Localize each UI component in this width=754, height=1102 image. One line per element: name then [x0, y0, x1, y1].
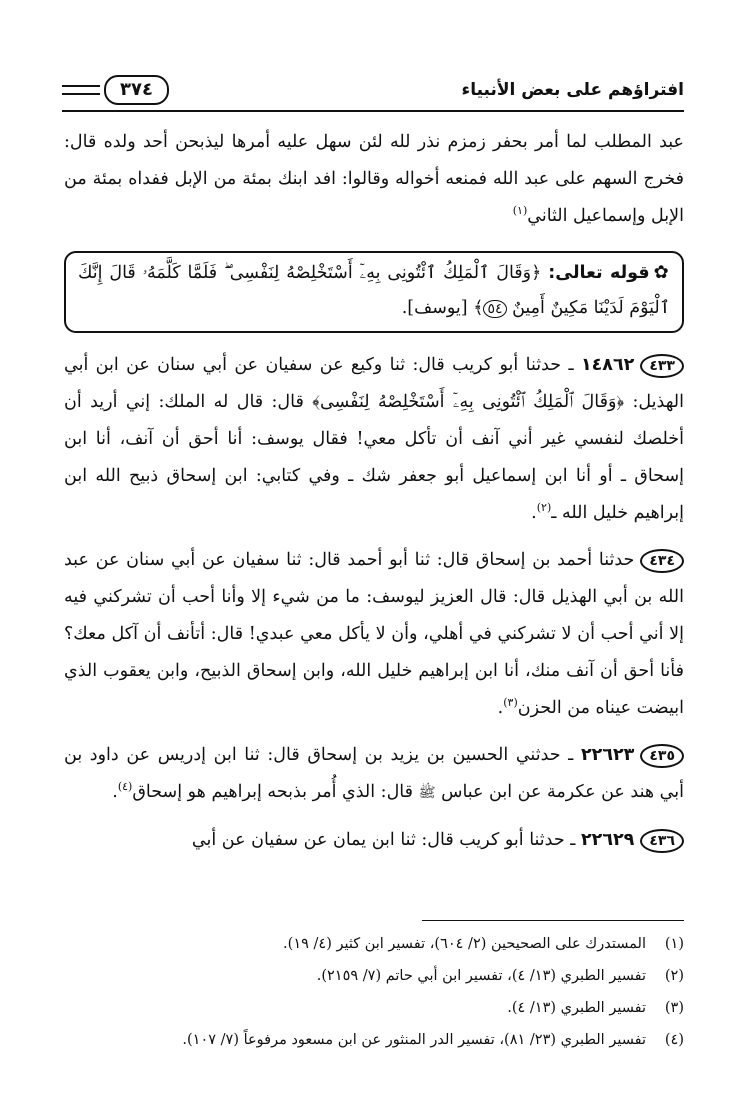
footnote-item — [64, 1024, 684, 1056]
footnote-item — [64, 928, 684, 960]
hadith-badge: ٤٣٥ — [640, 744, 684, 768]
footnote-text: تفسير الطبري (١٣/ ٤). — [507, 1000, 646, 1016]
hadith-text: ـ حدثني الحسين بن يزيد بن إسحاق قال: ثنا ابن إدريس عن داود بن أبي هند عن عكرمة عن ابن عباس — [64, 745, 684, 802]
page-number: ٣٧٤ — [104, 75, 169, 105]
footnote-item — [64, 960, 684, 992]
flower-ornament-icon: ✿ — [653, 262, 670, 283]
footnotes — [64, 928, 684, 1056]
hadith-text: حدثنا أحمد بن إسحاق قال: ثنا أبو أحمد قال: ثنا سفيان عن أبي سنان عن عبد الله بن أبي الهذيل قال: قال العزيز ليوسف: ما من شيء إلا وأنا أحب أن تشركني فيه إلا أني أحب أن لا تشركني في أهلي، وأن لا يأكل معي عبدي! قال: أتأنف أن آكل معك؟ فأنا أحق أن آنف منك، أنا ابن إبراهيم خليل الله، وابن إسحاق الذبيح، وابن يعقوب الذي ابيضت عيناه من الحزن — [64, 550, 684, 718]
footnote-ref: (٣) — [503, 696, 518, 710]
hadith-number: ٢٢٦٢٣ — [580, 745, 635, 765]
hadith-text: ـ حدثنا أبو كريب قال: ثنا وكيع عن سفيان عن أبي سنان عن ابن أبي الهذيل: ﴿وَقَالَ ٱلْمَلِكُ ٱئْتُونِى بِهِۦٓ أَسْتَخْلِصْهُ لِنَفْسِى﴾ قال: قال له الملك: إني أريد أن أخلصك لنفسي غير أني آنف أن تأكل معي! فقال يوسف: أنا أحق أن آنف، أنا ابن إسحاق ـ أو أنا ابن إسماعيل أبو جعفر شك ـ وفي كتابي: ابن إسحاق ذبيح الله ابن إبراهيم خليل الله ـ — [64, 355, 684, 523]
hadith-text-cont: قال: الذي أُمر بذبحه إبراهيم هو إسحاق — [132, 782, 413, 802]
footnote-ref: (٤) — [117, 780, 133, 794]
hadith-435 — [64, 737, 684, 812]
verse-paragraph — [78, 255, 670, 327]
footnote-divider — [422, 920, 684, 921]
footnote-mark: (٣) — [664, 1000, 684, 1016]
chapter-title: افتراؤهم على بعض الأنبياء — [461, 80, 684, 100]
verse-lead: قوله تعالى: — [548, 263, 650, 283]
header-divider — [62, 110, 684, 112]
hadith-436 — [64, 822, 684, 859]
hadith-badge: ٤٣٣ — [640, 354, 684, 378]
hadith-badge: ٤٣٤ — [640, 549, 684, 573]
footnote-text: تفسير الطبري (١٣/ ٤)، تفسير ابن أبي حاتم (٧/ ٢١٥٩). — [316, 968, 646, 984]
footnote-mark: (٤) — [664, 1032, 684, 1048]
footnote-ref: (١) — [512, 204, 528, 218]
hadith-433 — [64, 347, 684, 532]
hadith-end: . — [531, 503, 537, 523]
hadith-end: . — [497, 698, 504, 718]
hadith-badge: ٤٣٦ — [640, 829, 684, 853]
running-header — [62, 70, 684, 110]
footnote-mark: (١) — [664, 936, 684, 952]
footnote-text: المستدرك على الصحيحين (٢/ ٦٠٤)، تفسير ابن كثير (٤/ ١٩). — [283, 936, 646, 952]
verse-source: ﴾ [يوسف]. — [401, 298, 484, 318]
footnote-item — [64, 992, 684, 1024]
hadith-number: ٢٢٦٢٩ — [580, 830, 635, 850]
hadith-end: . — [112, 782, 118, 802]
hadith-434 — [64, 542, 684, 727]
footnote-text: تفسير الطبري (٢٣/ ٨١)، تفسير الدر المنثور عن ابن مسعود مرفوعاً (٧/ ١٠٧). — [182, 1032, 646, 1048]
page-number-group — [62, 75, 173, 105]
verse-box — [64, 251, 684, 333]
honorific-icon: ﷺ — [418, 785, 436, 801]
hadith-text: ـ حدثنا أبو كريب قال: ثنا ابن يمان عن سفيان عن أبي — [191, 830, 576, 850]
paragraph-text: عبد المطلب لما أمر بحفر زمزم نذر لله لئن سهل عليه أمرها ليذبحن أحد ولده قال: فخرج السهم على عبد الله فمنعه أخواله وقالوا: افد ابنك بمئة من الإبل ففداه بمئة من الإبل وإسماعيل الثاني — [64, 132, 684, 226]
verse-text: ﴿وَقَالَ ٱلْمَلِكُ ٱئْتُونِى بِهِۦٓ أَسْتَخْلِصْهُ لِنَفْسِى ۖ فَلَمَّا كَلَّمَهُۥ قَالَ إِنَّكَ ٱلْيَوْمَ لَدَيْنَا مَكِينٌ أَمِينٌ — [78, 263, 670, 318]
paragraph-intro — [64, 124, 684, 235]
ornament-rule — [62, 85, 100, 95]
footnote-mark: (٢) — [664, 968, 684, 984]
footnote-ref: (٢) — [536, 501, 552, 515]
hadith-number: ١٤٨٦٢ — [580, 355, 635, 375]
main-text — [64, 124, 684, 859]
ayah-number: ٥٤ — [483, 300, 506, 318]
